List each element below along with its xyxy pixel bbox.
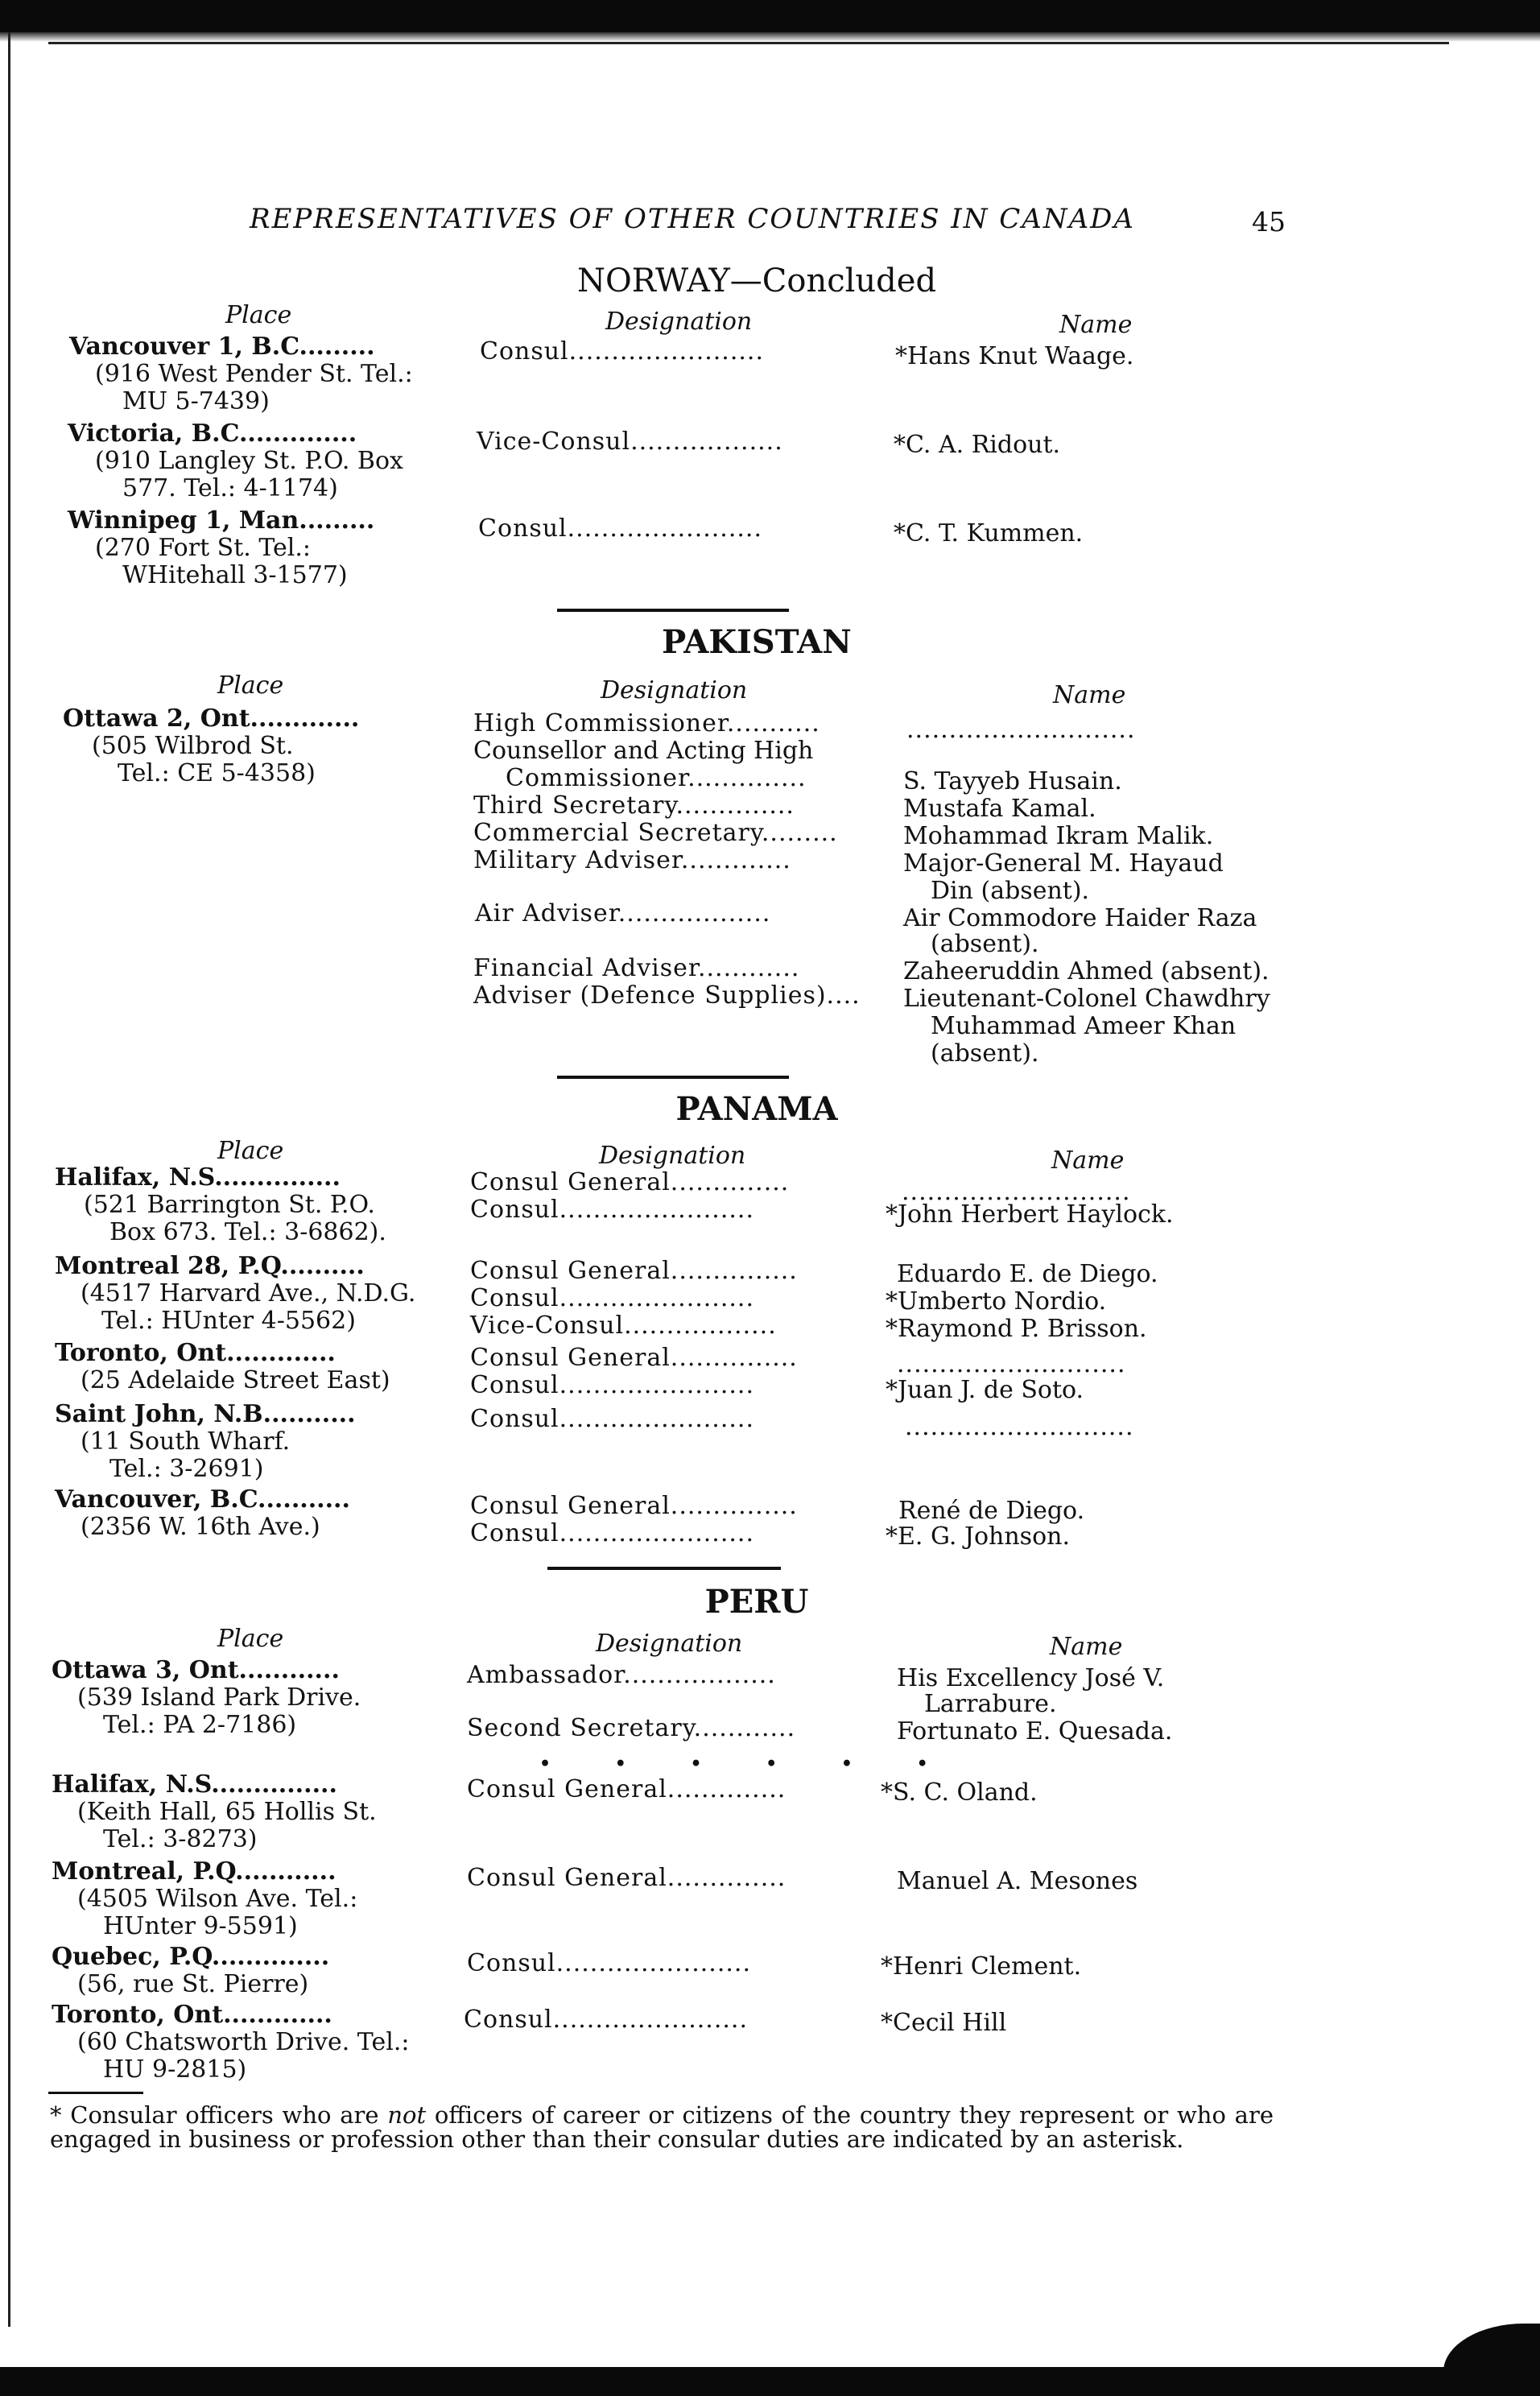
column-heading-designation: Designation <box>599 1142 746 1170</box>
designation-entry: High Commissioner........... <box>473 709 820 737</box>
name-entry: Major-General M. Hayaud <box>903 849 1224 878</box>
column-heading-place: Place <box>217 671 284 700</box>
name-entry: *E. G. Johnson. <box>886 1522 1070 1551</box>
name-entry: René de Diego. <box>898 1497 1085 1525</box>
country-title-panama: PANAMA <box>675 1090 838 1128</box>
place-entry: Winnipeg 1, Man......... <box>68 506 375 535</box>
place-entry: Toronto, Ont............. <box>55 1339 336 1367</box>
name-entry: *Cecil Hill <box>881 2009 1007 2037</box>
address-line: (521 Barrington St. P.O. <box>84 1191 375 1219</box>
place-entry: Toronto, Ont............. <box>52 2001 332 2029</box>
name-entry-vacant: ........................... <box>897 1350 1126 1378</box>
column-heading-designation: Designation <box>596 1630 743 1658</box>
designation-entry: Consul....................... <box>470 1196 754 1224</box>
country-title-pakistan: PAKISTAN <box>662 623 852 661</box>
name-entry-vacant: ........................... <box>905 1413 1134 1441</box>
section-divider <box>557 609 789 612</box>
scan-border-shadow <box>0 31 1540 42</box>
name-entry: *Hans Knut Waage. <box>895 342 1134 370</box>
name-entry: *Umberto Nordio. <box>886 1287 1107 1316</box>
name-entry: Lieutenant-Colonel Chawdhry <box>903 985 1270 1013</box>
name-entry: His Excellency José V. <box>897 1664 1165 1692</box>
page-number: 45 <box>1252 206 1286 238</box>
designation-entry: Consul....................... <box>467 1949 751 1977</box>
name-entry: Muhammad Ameer Khan <box>931 1012 1237 1040</box>
column-heading-name: Name <box>1053 681 1126 709</box>
place-entry: Victoria, B.C.............. <box>68 419 357 448</box>
designation-entry: Consul....................... <box>470 1371 754 1399</box>
column-heading-place: Place <box>225 301 292 329</box>
place-entry: Quebec, P.Q.............. <box>52 1943 330 1971</box>
name-entry: *Raymond P. Brisson. <box>886 1315 1147 1343</box>
designation-entry: Consul General............... <box>470 1257 798 1285</box>
designation-entry: Counsellor and Acting High <box>473 737 814 765</box>
address-line: 577. Tel.: 4-1174) <box>122 474 338 502</box>
address-line: (270 Fort St. Tel.: <box>95 534 312 562</box>
designation-entry: Ambassador.................. <box>467 1661 776 1689</box>
footnote: * Consular officers who are not officers of career or citizens of the country they represent or who are engaged in business or profession other than their consular duties are indicated by an asterisk. <box>50 2101 1274 2153</box>
place-entry: Halifax, N.S............... <box>55 1163 341 1192</box>
address-line: MU 5-7439) <box>122 387 270 415</box>
column-heading-name: Name <box>1050 1633 1123 1661</box>
name-entry: Mustafa Kamal. <box>903 795 1096 823</box>
address-line: (56, rue St. Pierre) <box>77 1970 309 1998</box>
place-entry: Saint John, N.B........... <box>55 1400 356 1428</box>
place-entry: Montreal 28, P.Q.......... <box>55 1252 365 1280</box>
designation-entry: Consul General............... <box>470 1344 798 1372</box>
place-entry: Vancouver, B.C........... <box>55 1485 350 1514</box>
scan-corner <box>1443 2324 1540 2380</box>
footnote-rule <box>48 2092 143 2094</box>
designation-entry: Consul....................... <box>470 1519 754 1547</box>
address-line: HU 9-2815) <box>103 2055 247 2084</box>
designation-entry: Consul....................... <box>480 337 764 366</box>
address-line: Box 673. Tel.: 3-6862). <box>109 1218 386 1246</box>
section-divider <box>557 1076 789 1079</box>
designation-entry: Adviser (Defence Supplies).... <box>473 981 861 1010</box>
name-entry: (absent). <box>931 930 1039 958</box>
name-entry: Air Commodore Haider Raza <box>903 904 1257 932</box>
name-entry: *C. T. Kummen. <box>894 519 1084 547</box>
name-entry: *John Herbert Haylock. <box>886 1200 1174 1229</box>
scan-left-rule <box>8 32 10 2327</box>
address-line: (60 Chatsworth Drive. Tel.: <box>77 2028 410 2056</box>
running-header: REPRESENTATIVES OF OTHER COUNTRIES IN CANADA <box>250 203 1135 235</box>
designation-entry: Consul....................... <box>470 1284 754 1312</box>
name-entry: *Juan J. de Soto. <box>886 1376 1084 1404</box>
designation-entry: Consul General............... <box>470 1492 798 1520</box>
address-line: Tel.: 3-2691) <box>109 1455 264 1483</box>
column-heading-name: Name <box>1059 311 1133 339</box>
scan-top-rule <box>48 42 1449 44</box>
address-line: (4517 Harvard Ave., N.D.G. <box>81 1279 416 1307</box>
place-entry: Vancouver 1, B.C......... <box>69 333 375 361</box>
name-entry: Din (absent). <box>931 877 1090 905</box>
column-heading-designation: Designation <box>605 308 753 336</box>
name-entry: Zaheeruddin Ahmed (absent). <box>903 957 1270 985</box>
address-line: (Keith Hall, 65 Hollis St. <box>77 1798 377 1826</box>
address-line: (2356 W. 16th Ave.) <box>81 1513 320 1541</box>
name-entry: (absent). <box>931 1039 1039 1068</box>
name-entry: Larrabure. <box>924 1690 1057 1718</box>
designation-entry: Vice-Consul.................. <box>470 1312 777 1340</box>
designation-entry: Consul....................... <box>464 2006 748 2034</box>
column-heading-name: Name <box>1051 1146 1125 1175</box>
address-line: (4505 Wilson Ave. Tel.: <box>77 1885 358 1913</box>
column-heading-place: Place <box>217 1137 284 1165</box>
designation-entry: Financial Adviser............ <box>473 954 800 982</box>
address-line: Tel.: HUnter 4-5562) <box>101 1307 356 1335</box>
name-entry: *C. A. Ridout. <box>894 431 1061 459</box>
designation-entry: Second Secretary............ <box>467 1714 796 1742</box>
address-line: Tel.: PA 2-7186) <box>103 1711 297 1739</box>
entry-separator: • • • • • • <box>539 1754 957 1774</box>
address-line: Tel.: 3-8273) <box>103 1825 258 1853</box>
place-entry: Montreal, P.Q............ <box>52 1857 336 1886</box>
name-entry: Mohammad Ikram Malik. <box>903 822 1214 850</box>
address-line: (910 Langley St. P.O. Box <box>95 447 403 475</box>
column-heading-designation: Designation <box>601 676 748 704</box>
place-entry: Halifax, N.S............... <box>52 1770 337 1799</box>
name-entry: Fortunato E. Quesada. <box>897 1717 1173 1745</box>
country-title-peru: PERU <box>704 1583 809 1621</box>
country-title-norway: NORWAY—Concluded <box>576 262 937 300</box>
address-line: (916 West Pender St. Tel.: <box>95 360 413 388</box>
designation-entry: Consul....................... <box>470 1405 754 1433</box>
name-entry-vacant: ........................... <box>902 1178 1131 1206</box>
designation-entry: Consul General.............. <box>467 1864 787 1892</box>
scan-border-bottom <box>0 2367 1540 2396</box>
name-entry: Manuel A. Mesones <box>897 1867 1138 1895</box>
designation-entry: Commercial Secretary......... <box>473 819 838 847</box>
address-line: (11 South Wharf. <box>81 1427 291 1456</box>
name-entry-vacant: ........................... <box>906 716 1136 744</box>
name-entry: *S. C. Oland. <box>881 1778 1038 1807</box>
address-line: (505 Wilbrod St. <box>92 732 294 760</box>
designation-entry: Vice-Consul.................. <box>477 428 783 456</box>
address-line: WHitehall 3-1577) <box>122 561 348 589</box>
designation-entry: Military Adviser............. <box>473 846 791 874</box>
designation-entry: Third Secretary.............. <box>473 791 795 820</box>
designation-entry: Air Adviser.................. <box>475 899 771 927</box>
column-heading-place: Place <box>217 1625 284 1653</box>
address-line: (539 Island Park Drive. <box>77 1683 361 1712</box>
address-line: HUnter 9-5591) <box>103 1912 298 1940</box>
scan-border-top <box>0 0 1540 32</box>
designation-entry: Commissioner.............. <box>506 764 807 792</box>
designation-entry: Consul General.............. <box>470 1168 790 1196</box>
designation-entry: Consul....................... <box>478 514 762 543</box>
address-line: (25 Adelaide Street East) <box>81 1366 390 1394</box>
place-entry: Ottawa 3, Ont............ <box>52 1656 340 1684</box>
name-entry: S. Tayyeb Husain. <box>903 767 1122 795</box>
place-entry: Ottawa 2, Ont............. <box>63 704 360 733</box>
name-entry: Eduardo E. de Diego. <box>897 1260 1158 1288</box>
name-entry: *Henri Clement. <box>881 1952 1082 1981</box>
address-line: Tel.: CE 5-4358) <box>118 759 316 787</box>
section-divider <box>547 1567 781 1570</box>
designation-entry: Consul General.............. <box>467 1775 787 1803</box>
